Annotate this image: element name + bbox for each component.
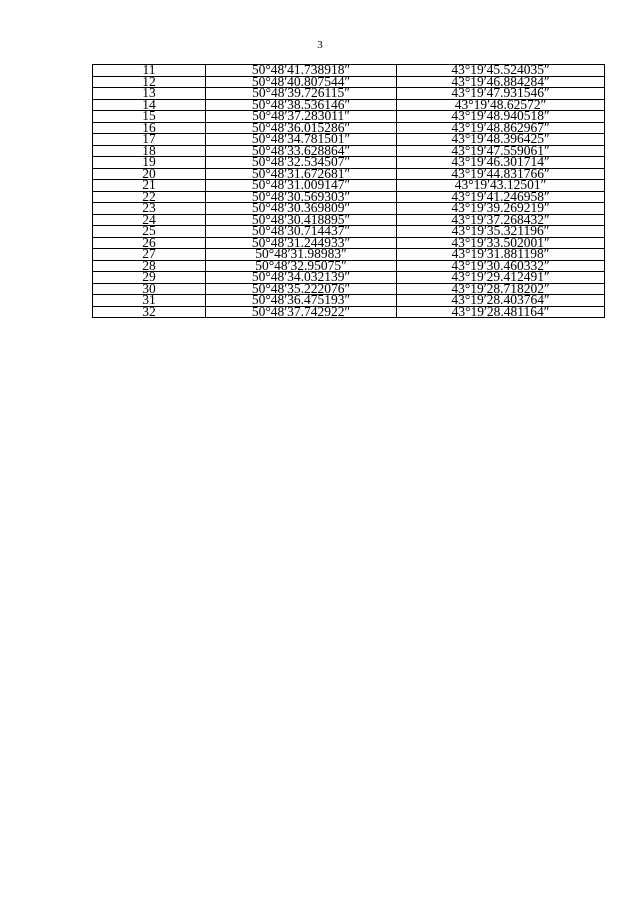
coordinates-table [92,64,605,318]
latitude-cell: 50°48′38.536146″ [206,99,397,111]
longitude-cell: 43°19′45.524035″ [397,65,605,77]
longitude-cell: 43°19′43.12501″ [397,180,605,192]
longitude-cell: 43°19′31.881198″ [397,249,605,261]
longitude-cell: 43°19′48.940518″ [397,111,605,123]
point-number-cell: 30 [93,283,206,295]
latitude-cell: 50°48′30.369809″ [206,203,397,215]
point-number-cell: 29 [93,272,206,284]
coordinates-table-body [93,62,605,319]
point-number-cell: 16 [93,122,206,134]
latitude-cell: 50°48′34.781501″ [206,134,397,146]
latitude-cell: 50°48′30.418895″ [206,214,397,226]
point-number-cell: 31 [93,295,206,307]
point-number-cell: 23 [93,203,206,215]
longitude-cell: 43°19′37.268432″ [397,214,605,226]
longitude-cell: 43°19′28.481164″ [397,306,605,318]
longitude-cell: 43°19′41.246958″ [397,191,605,203]
latitude-cell: 50°48′35.222076″ [206,283,397,295]
longitude-cell: 43°19′44.831766″ [397,168,605,180]
point-number-cell: 22 [93,191,206,203]
longitude-cell: 43°19′47.931546″ [397,88,605,100]
point-number-cell: 25 [93,226,206,238]
point-number-cell: 32 [93,306,206,318]
latitude-cell: 50°48′41.738918″ [206,65,397,77]
latitude-cell: 50°48′36.015286″ [206,122,397,134]
latitude-cell: 50°48′32.534507″ [206,157,397,169]
point-number-cell: 12 [93,76,206,88]
longitude-cell: 43°19′46.301714″ [397,157,605,169]
latitude-cell: 50°48′32.95075″ [206,260,397,272]
latitude-cell: 50°48′31.672681″ [206,168,397,180]
point-number-cell: 18 [93,145,206,157]
point-number-cell: 27 [93,249,206,261]
longitude-cell: 43°19′48.396425″ [397,134,605,146]
point-number-cell: 15 [93,111,206,123]
latitude-cell: 50°48′31.244933″ [206,237,397,249]
latitude-cell: 50°48′30.714437″ [206,226,397,238]
latitude-cell: 50°48′37.283011″ [206,111,397,123]
longitude-cell: 43°19′29.412491″ [397,272,605,284]
latitude-cell: 50°48′33.628864″ [206,145,397,157]
point-number-cell: 14 [93,99,206,111]
point-number-cell: 28 [93,260,206,272]
point-number-cell: 21 [93,180,206,192]
page-number: 3 [317,39,323,51]
longitude-cell: 43°19′39.269219″ [397,203,605,215]
latitude-cell: 50°48′39.726115″ [206,88,397,100]
longitude-cell: 43°19′28.718202″ [397,283,605,295]
longitude-cell: 43°19′48.62572″ [397,99,605,111]
latitude-cell: 50°48′30.569303″ [206,191,397,203]
latitude-cell: 50°48′34.032139″ [206,272,397,284]
longitude-cell: 43°19′28.403764″ [397,295,605,307]
latitude-cell: 50°48′37.742922″ [206,306,397,318]
point-number-cell: 20 [93,168,206,180]
point-number-cell: 11 [93,65,206,77]
longitude-cell: 43°19′33.502001″ [397,237,605,249]
longitude-cell: 43°19′30.460332″ [397,260,605,272]
point-number-cell: 24 [93,214,206,226]
longitude-cell: 43°19′46.884284″ [397,76,605,88]
latitude-cell: 50°48′40.807544″ [206,76,397,88]
longitude-cell: 43°19′48.862967″ [397,122,605,134]
latitude-cell: 50°48′31.98983″ [206,249,397,261]
longitude-cell: 43°19′35.321196″ [397,226,605,238]
point-number-cell: 17 [93,134,206,146]
table-row [93,306,605,318]
point-number-cell: 26 [93,237,206,249]
point-number-cell: 19 [93,157,206,169]
latitude-cell: 50°48′36.475193″ [206,295,397,307]
point-number-cell: 13 [93,88,206,100]
longitude-cell: 43°19′47.559061″ [397,145,605,157]
latitude-cell: 50°48′31.009147″ [206,180,397,192]
